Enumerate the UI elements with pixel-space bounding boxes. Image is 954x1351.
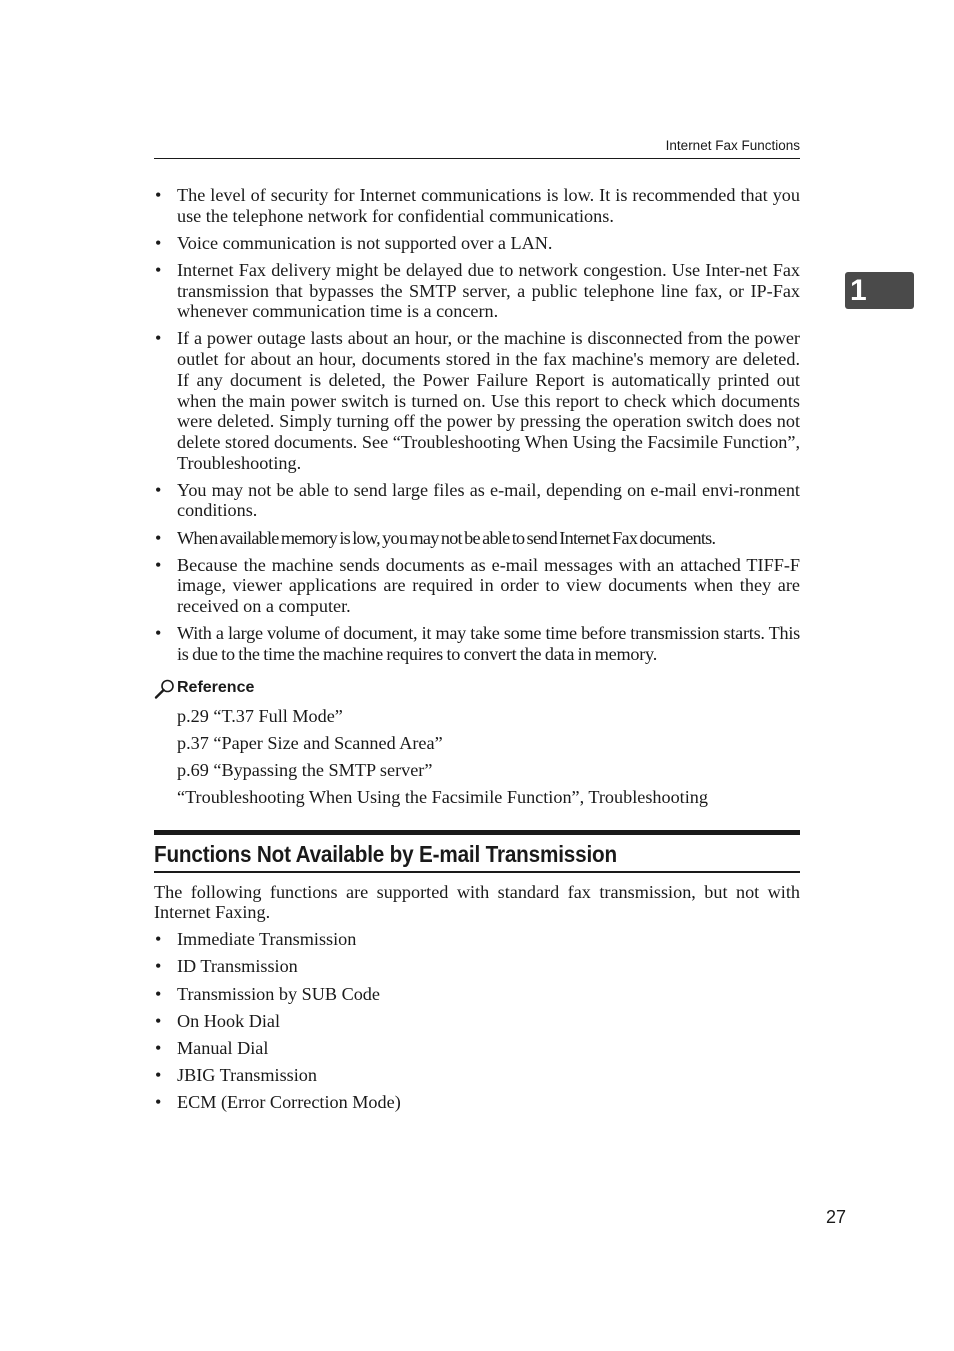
list-item: • If a power outage lasts about an hour, or the machine is disconnected from the power outlet for about an hour, documents stored in the fax machine's memory are deleted. If any document is deleted, the Power Failure Report is automatically printed out when the main power switch is turned on. Use this report to check which documents were deleted. Simply turning off the power by pressing the operation switch does not delete stored documents. See “Troubleshooting When Using the Facsimile Function”, Troubleshooting. [154, 328, 800, 473]
reference-heading-text: Reference [177, 679, 255, 697]
magnifier-icon [154, 678, 176, 700]
list-item: • When available memory is low, you may not be able to send Internet Fax documents. [154, 528, 800, 549]
list-item: • ECM (Error Correction Mode) [154, 1092, 800, 1113]
unavailable-functions-list [154, 929, 800, 1112]
running-header-title: Internet Fax Functions [665, 138, 800, 153]
list-item: • The level of security for Internet communications is low. It is recommended that you use the telephone network for confidential communications. [154, 185, 800, 226]
reference-link[interactable]: p.29 “T.37 Full Mode” [177, 705, 343, 726]
list-item: • Because the machine sends documents as e-mail messages with an attached TIFF-F image, viewer applications are required in order to view documents when they are received on a computer. [154, 555, 800, 617]
list-item: • Immediate Transmission [154, 929, 800, 950]
header-rule [154, 158, 800, 159]
section-title: Functions Not Available by E-mail Transmission [154, 840, 617, 867]
reference-heading [154, 678, 800, 700]
reference-block [154, 678, 800, 808]
list-item: • ID Transmission [154, 956, 800, 977]
notes-list [154, 185, 800, 665]
section-intro: The following functions are supported with standard fax transmission, but not with Internet Faxing. [154, 881, 800, 923]
list-item: • Internet Fax delivery might be delayed due to network congestion. Use Inter-net Fax transmission that bypasses the SMTP server, a public telephone line fax, or IP-Fax whenever communication time is a concern. [154, 260, 800, 322]
reference-link[interactable]: p.37 “Paper Size and Scanned Area” [177, 732, 443, 753]
reference-link[interactable]: “Troubleshooting When Using the Facsimile Function”, Troubleshooting [177, 787, 708, 808]
page-number: 27 [825, 1207, 846, 1227]
list-item: • Voice communication is not supported over a LAN. [154, 233, 800, 254]
list-item: • On Hook Dial [154, 1011, 800, 1032]
list-item: • With a large volume of document, it may take some time before transmission starts. This is due to the time the machine requires to convert the data in memory. [154, 623, 800, 664]
page-content [154, 185, 800, 1119]
list-item: • Manual Dial [154, 1038, 800, 1059]
section-rule-bottom [154, 871, 800, 873]
list-item: • Transmission by SUB Code [154, 984, 800, 1005]
reference-link[interactable]: p.69 “Bypassing the SMTP server” [177, 760, 433, 781]
list-item: • JBIG Transmission [154, 1065, 800, 1086]
chapter-tab: 1 [845, 272, 914, 309]
list-item: • You may not be able to send large files as e-mail, depending on e-mail envi-ronment conditions. [154, 480, 800, 521]
